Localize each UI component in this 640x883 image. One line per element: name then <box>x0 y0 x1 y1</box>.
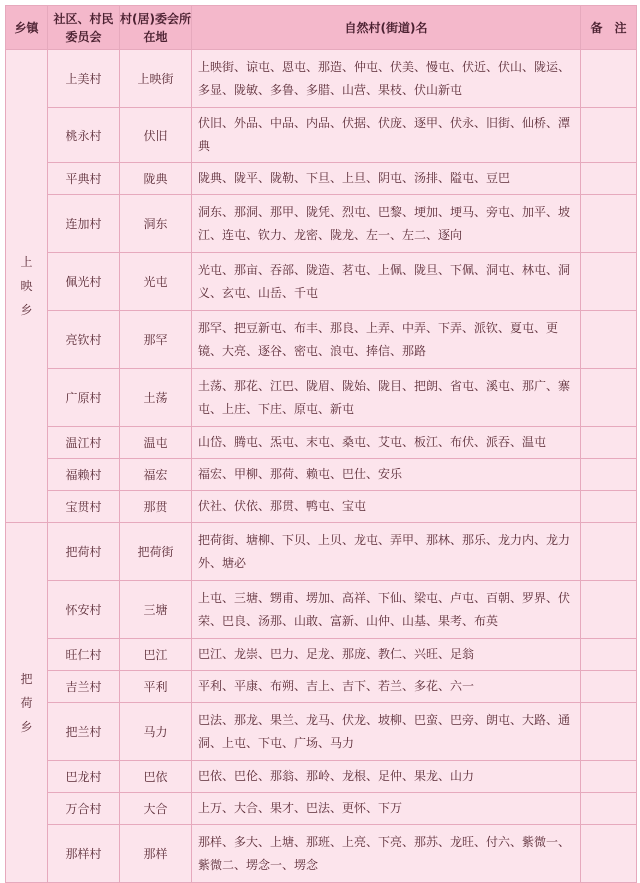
table-row <box>6 671 637 703</box>
note-cell <box>581 108 637 163</box>
committee-cell: 万合村 <box>48 793 120 825</box>
villages-cell: 平利、平康、布朔、吉上、吉下、若兰、多花、六一 <box>192 671 581 703</box>
note-cell <box>581 195 637 253</box>
table-row <box>6 761 637 793</box>
table-row <box>6 459 637 491</box>
seat-cell: 土荡 <box>120 369 192 427</box>
table-row <box>6 793 637 825</box>
villages-cell: 把荷街、塘柳、下贝、上贝、龙屯、弄甲、那林、那乐、龙力内、龙力外、塘必 <box>192 523 581 581</box>
seat-cell: 平利 <box>120 671 192 703</box>
committee-cell: 连加村 <box>48 195 120 253</box>
committee-cell: 佩光村 <box>48 253 120 311</box>
committee-cell: 平典村 <box>48 163 120 195</box>
committee-cell: 宝贯村 <box>48 491 120 523</box>
town-cell: 把 荷 乡 <box>6 523 48 883</box>
seat-cell: 伏旧 <box>120 108 192 163</box>
table-body <box>6 50 637 883</box>
committee-cell: 福赖村 <box>48 459 120 491</box>
note-cell <box>581 427 637 459</box>
committee-cell: 广原村 <box>48 369 120 427</box>
villages-cell: 上万、大合、果才、巴法、更怀、下万 <box>192 793 581 825</box>
committee-cell: 那样村 <box>48 825 120 883</box>
note-cell <box>581 581 637 639</box>
table-row <box>6 369 637 427</box>
note-cell <box>581 793 637 825</box>
note-cell <box>581 671 637 703</box>
note-cell <box>581 311 637 369</box>
seat-cell: 大合 <box>120 793 192 825</box>
table-row <box>6 825 637 883</box>
committee-cell: 旺仁村 <box>48 639 120 671</box>
village-table <box>5 5 637 883</box>
villages-cell: 洞东、那洞、那甲、陇凭、烈屯、巴黎、埂加、埂马、旁屯、加平、坡江、连屯、钦力、龙密、陇龙、左一、左二、逐向 <box>192 195 581 253</box>
committee-cell: 怀安村 <box>48 581 120 639</box>
town-cell: 上 映 乡 <box>6 50 48 523</box>
villages-cell: 光屯、那亩、吞部、陇造、茗屯、上佩、陇旦、下佩、洞屯、林屯、洞义、玄屯、山岳、千屯 <box>192 253 581 311</box>
table-row <box>6 427 637 459</box>
villages-cell: 陇典、陇平、陇勒、下旦、上旦、阴屯、汤排、隘屯、豆巴 <box>192 163 581 195</box>
seat-cell: 那罕 <box>120 311 192 369</box>
table-row <box>6 491 637 523</box>
header-town: 乡镇 <box>6 6 48 50</box>
header-seat: 村(居)委会所在地 <box>120 6 192 50</box>
seat-cell: 巴江 <box>120 639 192 671</box>
note-cell <box>581 523 637 581</box>
table-row <box>6 108 637 163</box>
seat-cell: 把荷街 <box>120 523 192 581</box>
seat-cell: 上映街 <box>120 50 192 108</box>
note-cell <box>581 253 637 311</box>
villages-cell: 巴依、巴伦、那翁、那岭、龙根、足仲、果龙、山力 <box>192 761 581 793</box>
villages-cell: 伏旧、外品、中品、内品、伏据、伏庞、逐甲、伏永、旧街、仙桥、潭典 <box>192 108 581 163</box>
villages-cell: 伏社、伏依、那贯、鸭屯、宝屯 <box>192 491 581 523</box>
seat-cell: 光屯 <box>120 253 192 311</box>
villages-cell: 巴江、龙崇、巴力、足龙、那庞、教仁、兴旺、足翁 <box>192 639 581 671</box>
committee-cell: 吉兰村 <box>48 671 120 703</box>
committee-cell: 把兰村 <box>48 703 120 761</box>
note-cell <box>581 369 637 427</box>
table-row <box>6 523 637 581</box>
villages-cell: 那样、多大、上塘、那班、上亮、下亮、那苏、龙旺、付六、紫微一、紫微二、塄念一、塄念 <box>192 825 581 883</box>
villages-cell: 那罕、把豆新屯、布丰、那良、上弄、中弄、下弄、派钦、夏屯、更镜、大亮、逐谷、密屯、浪屯、捧信、那路 <box>192 311 581 369</box>
note-cell <box>581 459 637 491</box>
note-cell <box>581 761 637 793</box>
committee-cell: 桃永村 <box>48 108 120 163</box>
table-row <box>6 581 637 639</box>
committee-cell: 温江村 <box>48 427 120 459</box>
table-row <box>6 639 637 671</box>
note-cell <box>581 491 637 523</box>
villages-cell: 山岱、腾屯、炁屯、末屯、桑屯、艾屯、板江、布伏、派吞、温屯 <box>192 427 581 459</box>
committee-cell: 把荷村 <box>48 523 120 581</box>
seat-cell: 洞东 <box>120 195 192 253</box>
seat-cell: 陇典 <box>120 163 192 195</box>
table-row <box>6 195 637 253</box>
note-cell <box>581 50 637 108</box>
seat-cell: 福宏 <box>120 459 192 491</box>
villages-cell: 上屯、三塘、甥甫、塄加、高祥、下仙、梁屯、卢屯、百朝、罗界、伏荣、巴良、汤那、山敢、富新、山仲、山基、果考、布英 <box>192 581 581 639</box>
table-row <box>6 311 637 369</box>
table-row <box>6 163 637 195</box>
villages-cell: 巴法、那龙、果兰、龙马、伏龙、坡柳、巴蛮、巴旁、朗屯、大路、通洞、上屯、下屯、广场、马力 <box>192 703 581 761</box>
villages-cell: 上映街、谅屯、恩屯、那造、仲屯、伏美、慢屯、伏近、伏山、陇运、多显、陇敏、多鲁、多腊、山营、果枝、伏山新屯 <box>192 50 581 108</box>
table-row <box>6 50 637 108</box>
committee-cell: 亮钦村 <box>48 311 120 369</box>
seat-cell: 那贯 <box>120 491 192 523</box>
note-cell <box>581 639 637 671</box>
villages-cell: 福宏、甲柳、那荷、赖屯、巴仕、安乐 <box>192 459 581 491</box>
seat-cell: 温屯 <box>120 427 192 459</box>
note-cell <box>581 163 637 195</box>
seat-cell: 那样 <box>120 825 192 883</box>
seat-cell: 三塘 <box>120 581 192 639</box>
committee-cell: 巴龙村 <box>48 761 120 793</box>
note-cell <box>581 703 637 761</box>
header-note: 备 注 <box>581 6 637 50</box>
table-row <box>6 703 637 761</box>
villages-cell: 土荡、那花、江巴、陇眉、陇始、陇目、把朗、省屯、溪屯、那广、寨屯、上庄、下庄、原屯、新屯 <box>192 369 581 427</box>
seat-cell: 巴依 <box>120 761 192 793</box>
note-cell <box>581 825 637 883</box>
header-villages: 自然村(街道)名 <box>192 6 581 50</box>
committee-cell: 上美村 <box>48 50 120 108</box>
header-row <box>6 6 637 50</box>
table-row <box>6 253 637 311</box>
header-committee: 社区、村民委员会 <box>48 6 120 50</box>
seat-cell: 马力 <box>120 703 192 761</box>
